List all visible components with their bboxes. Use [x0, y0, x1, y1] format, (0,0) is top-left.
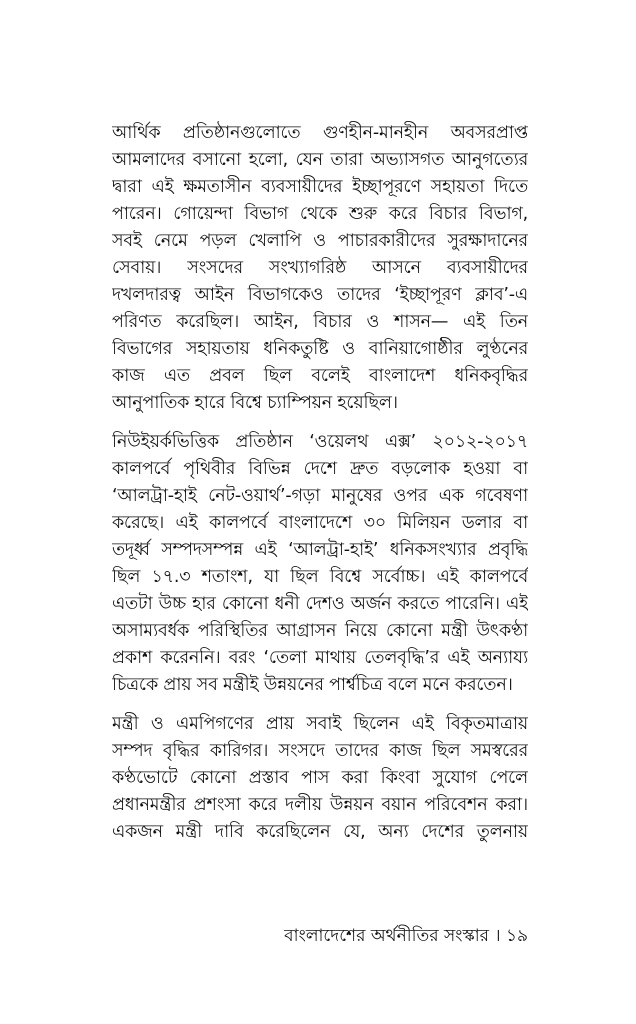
text-line: আমলাদের বসানো হলো, যেন তারা অভ্যাসগত আনুগত্যের: [112, 150, 528, 170]
paragraph-1: [112, 120, 528, 417]
text-line: আর্থিক প্রতিষ্ঠানগুলোতে গুণহীন-মানহীন অবসরপ্রাপ্ত: [112, 123, 528, 143]
text-line: পারেন। গোয়েন্দা বিভাগ থেকে শুরু করে বিচার বিভাগ,: [112, 204, 528, 224]
text-line: প্রধানমন্ত্রীর প্রশংসা করে দলীয় উন্নয়ন বয়ান পরিবেশন করা।: [112, 795, 528, 815]
text-line: আনুপাতিক হারে বিশ্বে চ্যাম্পিয়ন হয়েছিল।: [112, 393, 398, 413]
text-line: কালপর্বে পৃথিবীর বিভিন্ন দেশে দ্রুত বড়লোক হওয়া বা: [112, 459, 528, 479]
text-line: কাজ এত প্রবল ছিল বলেই বাংলাদেশ ধনিকবৃদ্ধির: [112, 366, 528, 386]
text-line: নিউইয়র্কভিত্তিক প্রতিষ্ঠান ‘ওয়েলথ এক্স’ ২০১২-২০১৭: [112, 432, 528, 452]
text-line: পরিণত করেছিল। আইন, বিচার ও শাসন— এই তিন: [112, 312, 528, 332]
text-line: বিভাগের সহায়তায় ধনিকতুষ্টি ও বানিয়াগোষ্ঠীর লুণ্ঠনের: [112, 339, 528, 359]
text-line: মন্ত্রী ও এমপিগণের প্রায় সবাই ছিলেন এই বিকৃতমাত্রায়: [112, 714, 528, 734]
text-line: ‘আলট্রা-হাই নেট-ওয়ার্থ’-গড়া মানুষের ওপর এক গবেষণা: [112, 486, 528, 506]
text-line: তদূর্ধ্ব সম্পদসম্পন্ন এই ‘আলট্রা-হাই’ ধনিকসংখ্যার প্রবৃদ্ধি: [112, 540, 528, 560]
text-line: চিত্রকে প্রায় সব মন্ত্রীই উন্নয়নের পার্শ্বচিত্র বলে মনে করতেন।: [112, 675, 513, 695]
text-line: সবই নেমে পড়ল খেলাপি ও পাচারকারীদের সুরক্ষাদানের: [112, 231, 528, 251]
text-line: দ্বারা এই ক্ষমতাসীন ব্যবসায়ীদের ইচ্ছাপূরণে সহায়তা দিতে: [112, 177, 528, 197]
text-line: কণ্ঠভোটে কোনো প্রস্তাব পাস করা কিংবা সুযোগ পেলে: [112, 768, 528, 788]
paragraph-2: [112, 429, 528, 699]
text-line: সম্পদ বৃদ্ধির কারিগর। সংসদে তাদের কাজ ছিল সমস্বরের: [112, 741, 528, 761]
page-footer: [112, 924, 528, 948]
footer-separator: ।: [494, 926, 501, 946]
running-title: বাংলাদেশের অর্থনীতির সংস্কার: [284, 926, 490, 946]
page-body: [112, 120, 528, 858]
text-line: ছিল ১৭.৩ শতাংশ, যা ছিল বিশ্বে সর্বোচ্চ। এই কালপর্বে: [112, 567, 528, 587]
text-line: এতটা উচ্চ হার কোনো ধনী দেশও অর্জন করতে পারেনি। এই: [112, 594, 528, 614]
text-line: দখলদারত্ব আইন বিভাগকেও তাদের ‘ইচ্ছাপূরণ ক্লাব’-এ: [112, 285, 528, 305]
text-line: সেবায়। সংসদের সংখ্যাগরিষ্ঠ আসনে ব্যবসায়ীদের: [112, 258, 528, 278]
text-line: অসাম্যবর্ধক পরিস্থিতির আগ্রাসন নিয়ে কোনো মন্ত্রী উৎকণ্ঠা: [112, 621, 528, 641]
page-number: ১৯: [505, 926, 528, 946]
text-line: করেছে। এই কালপর্বে বাংলাদেশে ৩০ মিলিয়ন ডলার বা: [112, 513, 528, 533]
text-line: একজন মন্ত্রী দাবি করেছিলেন যে, অন্য দেশের তুলনায়: [112, 822, 528, 842]
paragraph-3: [112, 711, 528, 846]
text-line: প্রকাশ করেননি। বরং ‘তেলা মাথায় তেলবৃদ্ধি’র এই অন্যায্য: [112, 648, 528, 668]
